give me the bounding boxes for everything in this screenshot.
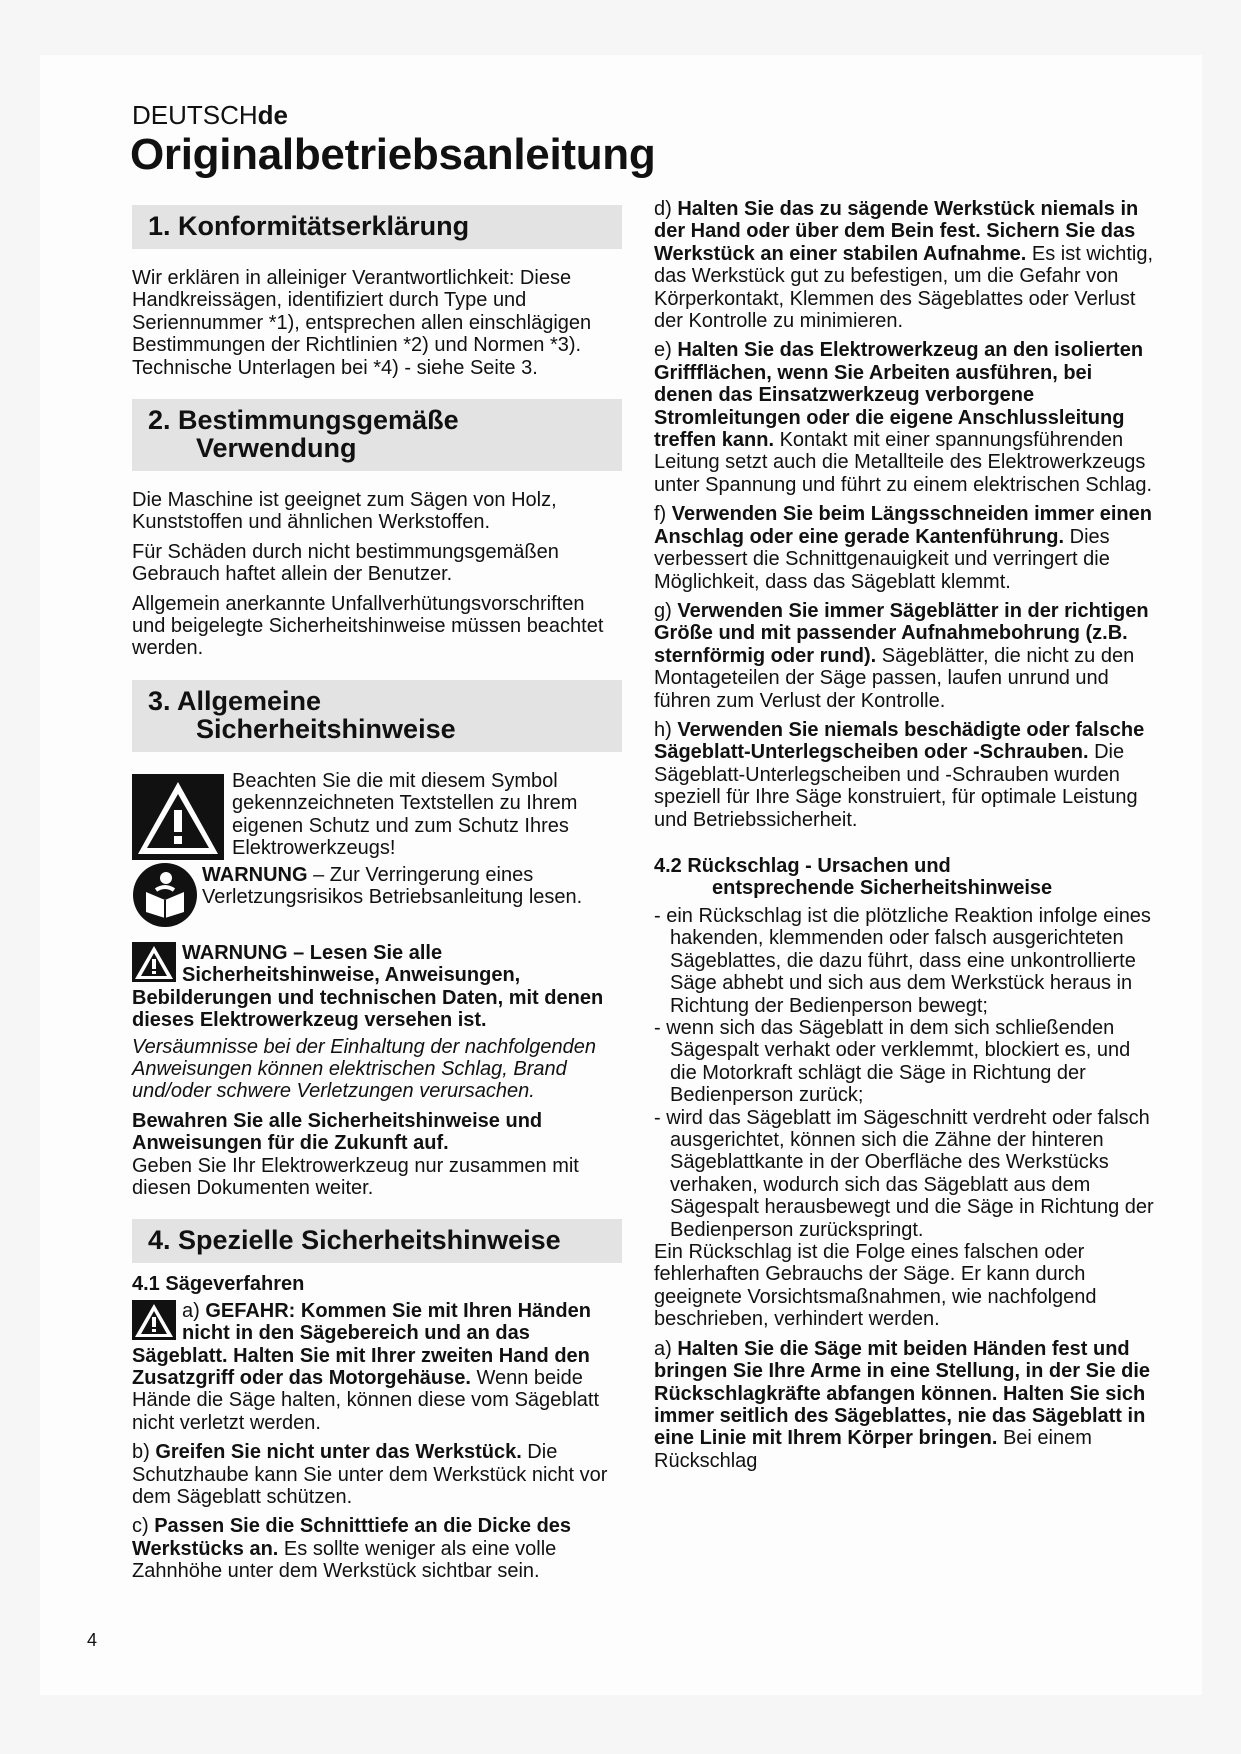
document-title: Originalbetriebsanleitung <box>130 130 656 179</box>
section-2-heading: 2. Bestimmungsgemäße Verwendung <box>132 399 622 471</box>
right-column <box>654 198 1154 1479</box>
keep-instructions: Bewahren Sie alle Sicherheitshinweise und Anweisungen für die Zukunft auf. Geben Sie Ihr Elektrowerkzeug nur zusammen mit diesen Dokumenten weiter. <box>132 1109 579 1199</box>
section-2-p3: Allgemein anerkannte Unfallverhütungsvorschriften und beigelegte Sicherheitshinweise müssen beachtet werden. <box>132 592 604 660</box>
symbol-note <box>132 770 622 860</box>
kickback-item-a: a) Halten Sie die Säge mit beiden Händen fest und bringen Sie Ihre Arme in eine Stellung, in der Sie die Rückschlagkräfte abfangen können. Halten Sie sich immer seitlich des Sägeblattes, nie das Sägeblatt in eine Linie mit Ihrem Körper bringen. Bei einem Rückschlag <box>654 1337 1151 1472</box>
section-1-text: Wir erklären in alleiniger Verantwortlichkeit: Diese Handkreissägen, identifiziert durch Type und Seriennummer *1), entsprechen allen einschlägigen Bestimmungen der Richtlinien *2) und Normen *3). Technische Unterlagen bei *4) - siehe Seite 3. <box>132 267 592 379</box>
left-column <box>132 205 622 1590</box>
warning-triangle-icon <box>132 1300 176 1340</box>
kickback-cause-2: - wenn sich das Sägeblatt in dem sich schließenden Sägespalt verhakt oder verklemmt, blockiert es, und die Motorkraft schlägt die Säge in Richtung der Bedienperson zurück; <box>654 1017 1131 1107</box>
kickback-cause-3: - wird das Sägeblatt im Sägeschnitt verdreht oder falsch ausgerichtet, können sich die Zähne der hinteren Sägeblattkante in der Oberfläche des Werkstücks verhaken, wodurch sich das Sägeblatt aus dem Sägespalt herausbewegt und die Säge in Richtung der Bedienperson zurückspringt. <box>654 1106 1154 1241</box>
item-c: c) Passen Sie die Schnitttiefe an die Dicke des Werkstücks an. Es sollte weniger als eine volle Zahnhöhe unter dem Werkstück sichtbar sein. <box>132 1515 572 1583</box>
item-b: b) Greifen Sie nicht unter das Werkstück. Die Schutzhaube kann Sie unter dem Werkstück nicht vor dem Sägeblatt schützen. <box>132 1441 608 1508</box>
item-g: g) Verwenden Sie immer Sägeblätter in der richtigen Größe und mit passender Aufnahmebohrung (z.B. sternförmig oder rund). Sägeblätter, die nicht zu den Montageteilen der Säge passen, laufen unrund und führen zum Verlust der Kontrolle. <box>654 599 1149 712</box>
section-2-p2: Für Schäden durch nicht bestimmungsgemäßen Gebrauch haftet allein der Benutzer. <box>132 540 559 586</box>
read-manual-note <box>132 864 622 928</box>
warning-triangle-icon <box>132 774 224 860</box>
page-number: 4 <box>87 1630 98 1650</box>
section-2-p1: Die Maschine ist geeignet zum Sägen von Holz, Kunststoffen und ähnlichen Werkstoffen. <box>132 489 557 534</box>
section-4-heading: 4. Spezielle Sicherheitshinweise <box>132 1219 622 1263</box>
section-1-heading: 1. Konformitätserklärung <box>132 205 622 249</box>
item-f: f) Verwenden Sie beim Längsschneiden immer einen Anschlag oder eine gerade Kantenführung. Dies verbessert die Schnittgenauigkeit und verringert die Möglichkeit, dass das Sägeblatt klemmt. <box>654 503 1152 593</box>
item-d: d) Halten Sie das zu sägende Werkstück niemals in der Hand oder über dem Bein fest. Sichern Sie das Werkstück an einer stabilen Aufnahme. Es ist wichtig, das Werkstück gut zu befestigen, um die Gefahr von Körperkontakt, Klemmen des Sägeblattes oder Verlust der Kontrolle zu minimieren. <box>654 198 1154 333</box>
subsection-4-1-heading: 4.1 Sägeverfahren <box>132 1273 305 1296</box>
general-warning <box>132 942 622 1032</box>
kickback-summary: Ein Rückschlag ist die Folge eines falschen oder fehlerhaften Gebrauchs der Säge. Er kann durch geeignete Vorsichtsmaßnahmen, wie nachfolgend beschrieben, verhindert werden. <box>654 1241 1097 1331</box>
item-h: h) Verwenden Sie niemals beschädigte oder falsche Sägeblatt-Unterlegscheiben oder -Schrauben. Die Sägeblatt-Unterlegscheiben und -Schrauben wurden speziell für Ihre Säge konstruiert, für optimale Leistung und Betriebssicherheit. <box>654 718 1145 831</box>
symbol-note-text: Beachten Sie die mit diesem Symbol gekennzeichneten Textstellen zu Ihrem eigenen Schutz und zum Schutz Ihres Elektrowerkzeugs! <box>232 769 578 860</box>
language-label: DEUTSCHde <box>132 100 289 130</box>
read-manual-text: WARNUNG – Zur Verringerung eines Verletzungsrisikos Betriebsanleitung lesen. <box>202 863 583 909</box>
section-3-heading: 3. Allgemeine Sicherheitshinweise <box>132 680 622 752</box>
general-warning-italic: Versäumnisse bei der Einhaltung der nachfolgenden Anweisungen können elektrischen Schlag, Brand und/oder schwere Verletzungen verursachen. <box>132 1035 597 1103</box>
subsection-4-2-heading: 4.2 Rückschlag - Ursachen und entsprechende Sicherheitshinweise <box>654 854 1053 899</box>
warning-triangle-icon <box>132 942 176 982</box>
general-warning-bold: WARNUNG – Lesen Sie alle Sicherheitshinweise, Anweisungen, Bebilderungen und technischen Daten, mit denen dieses Elektrowerkzeug versehen ist. <box>132 941 604 1032</box>
kickback-cause-1: - ein Rückschlag ist die plötzliche Reaktion infolge eines hakenden, klemmenden oder falsch ausgerichteten Sägeblattes, die dazu führt, dass eine unkontrollierte Säge abhebt und sich aus dem Werkstück heraus in Richtung der Bedienperson bewegt; <box>654 904 1151 1017</box>
read-manual-icon <box>132 862 198 928</box>
item-a: a) GEFAHR: Kommen Sie mit Ihren Händen nicht in den Sägebereich und an das Sägeblatt. Halten Sie mit Ihrer zweiten Hand den Zusatzgriff oder das Motorgehäuse. Wenn beide Hände die Säge halten, können diese vom Sägeblatt nicht verletzt werden. <box>132 1299 600 1434</box>
item-e: e) Halten Sie das Elektrowerkzeug an den isolierten Griffflächen, wenn Sie Arbeiten ausführen, bei denen das Einsatzwerkzeug verborgene Stromleitungen oder die eigene Anschlussleitung treffen kann. Kontakt mit einer spannungsführenden Leitung setzt auch die Metallteile des Elektrowerkzeugs unter Spannung und führt zu einem elektrischen Schlag. <box>654 339 1153 496</box>
